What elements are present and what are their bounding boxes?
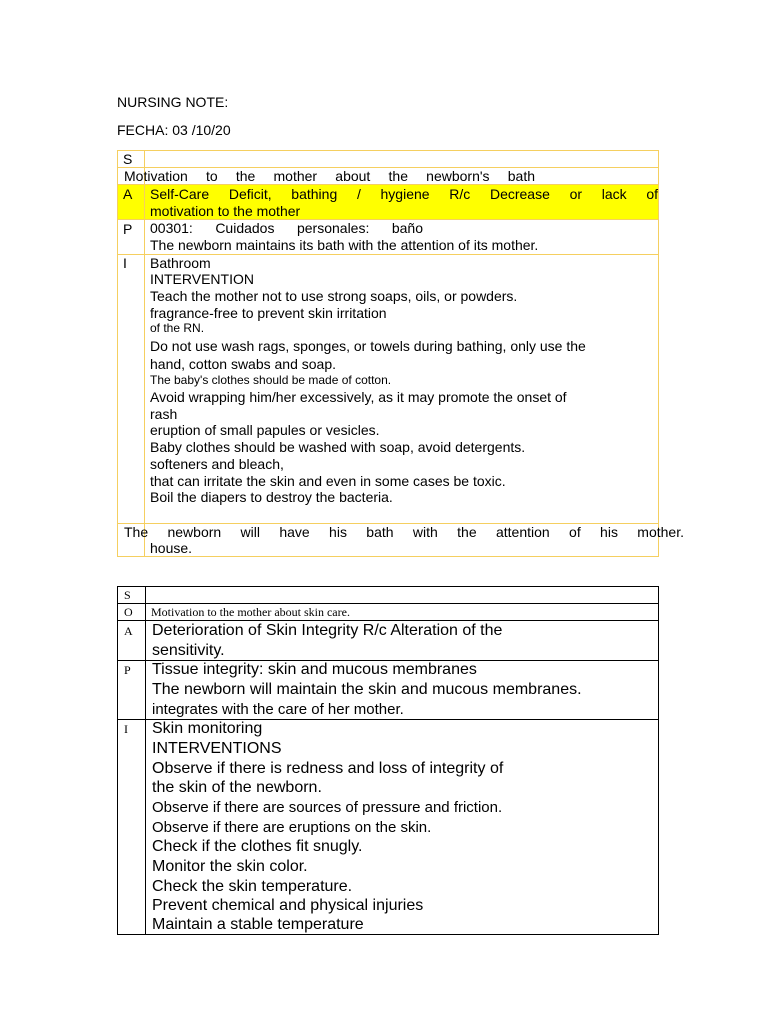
intervention-line: Check the skin temperature. [152,878,353,895]
s-label: S [123,151,133,167]
i-label: I [123,255,127,271]
assessment-line-2: sensitivity. [152,642,225,659]
plan-line-2: The newborn maintains its bath with the attention of its mother. [150,237,539,253]
i-label: I [124,722,128,736]
intervention-line: INTERVENTIONS [152,740,282,757]
intervention-line: Avoid wrapping him/her excessively, as it may promote the onset of [150,389,567,405]
nursing-table-skin [117,586,659,935]
p-label: P [124,663,131,677]
intervention-line: Bathroom [150,255,211,271]
intervention-line: that can irritate the skin and even in some cases be toxic. [150,473,506,489]
intervention-line: Prevent chemical and physical injuries [152,897,424,914]
assessment-line-1: Deterioration of Skin Integrity R/c Alteration of the [152,622,503,639]
intervention-line: the skin of the newborn. [152,779,322,796]
intervention-line: Monitor the skin color. [152,858,308,875]
intervention-line: hand, cotton swabs and soap. [150,356,337,372]
intervention-line: Do not use wash rags, sponges, or towels during bathing, only use the [150,338,586,354]
intervention-line: eruption of small papules or vesicles. [150,422,380,438]
intervention-line: fragrance-free to prevent skin irritation [150,305,387,321]
assessment-line-2: motivation to the mother [150,203,301,219]
plan-line-2: The newborn will maintain the skin and mucous membranes. [152,681,582,698]
intervention-line: The baby's clothes should be made of cotton. [150,373,392,387]
o-label: O [124,605,133,619]
intervention-line: rash [150,406,178,422]
p-label: P [123,221,133,237]
intervention-line: softeners and bleach, [150,456,284,472]
intervention-line: Observe if there are eruptions on the skin. [152,819,432,836]
note-date: FECHA: 03 /10/20 [117,122,231,138]
a-label: A [123,186,133,202]
intervention-line: Observe if there are sources of pressure and friction. [152,799,503,816]
plan-line-1: Tissue integrity: skin and mucous membranes [152,661,477,678]
assessment-line-1: Self-Care Deficit, bathing / hygiene R/c Decrease or lack of [150,186,658,202]
intervention-line: Observe if there is redness and loss of integrity of [152,760,504,777]
intervention-line: Maintain a stable temperature [152,916,364,933]
a-label: A [124,624,133,638]
plan-line-1: 00301: Cuidados personales: baño [150,220,423,236]
evaluation-line-1: The newborn will have his bath with the attention of his mother. [124,524,684,540]
intervention-line: Teach the mother not to use strong soaps, oils, or powders. [150,288,518,304]
intervention-line: INTERVENTION [150,271,254,287]
page-title: NURSING NOTE: [117,94,229,110]
s-label: S [124,588,131,602]
intervention-line: Baby clothes should be washed with soap, avoid detergents. [150,439,526,455]
evaluation-line-2: house. [150,540,193,556]
intervention-line: Skin monitoring [152,720,263,737]
intervention-line: Boil the diapers to destroy the bacteria. [150,489,393,505]
intervention-line: Check if the clothes fit snugly. [152,838,363,855]
objective-text: Motivation to the mother about the newborn's bath [124,168,535,184]
plan-line-3: integrates with the care of her mother. [152,701,404,718]
intervention-line: of the RN. [150,321,205,335]
objective-text: Motivation to the mother about skin care. [151,605,350,619]
